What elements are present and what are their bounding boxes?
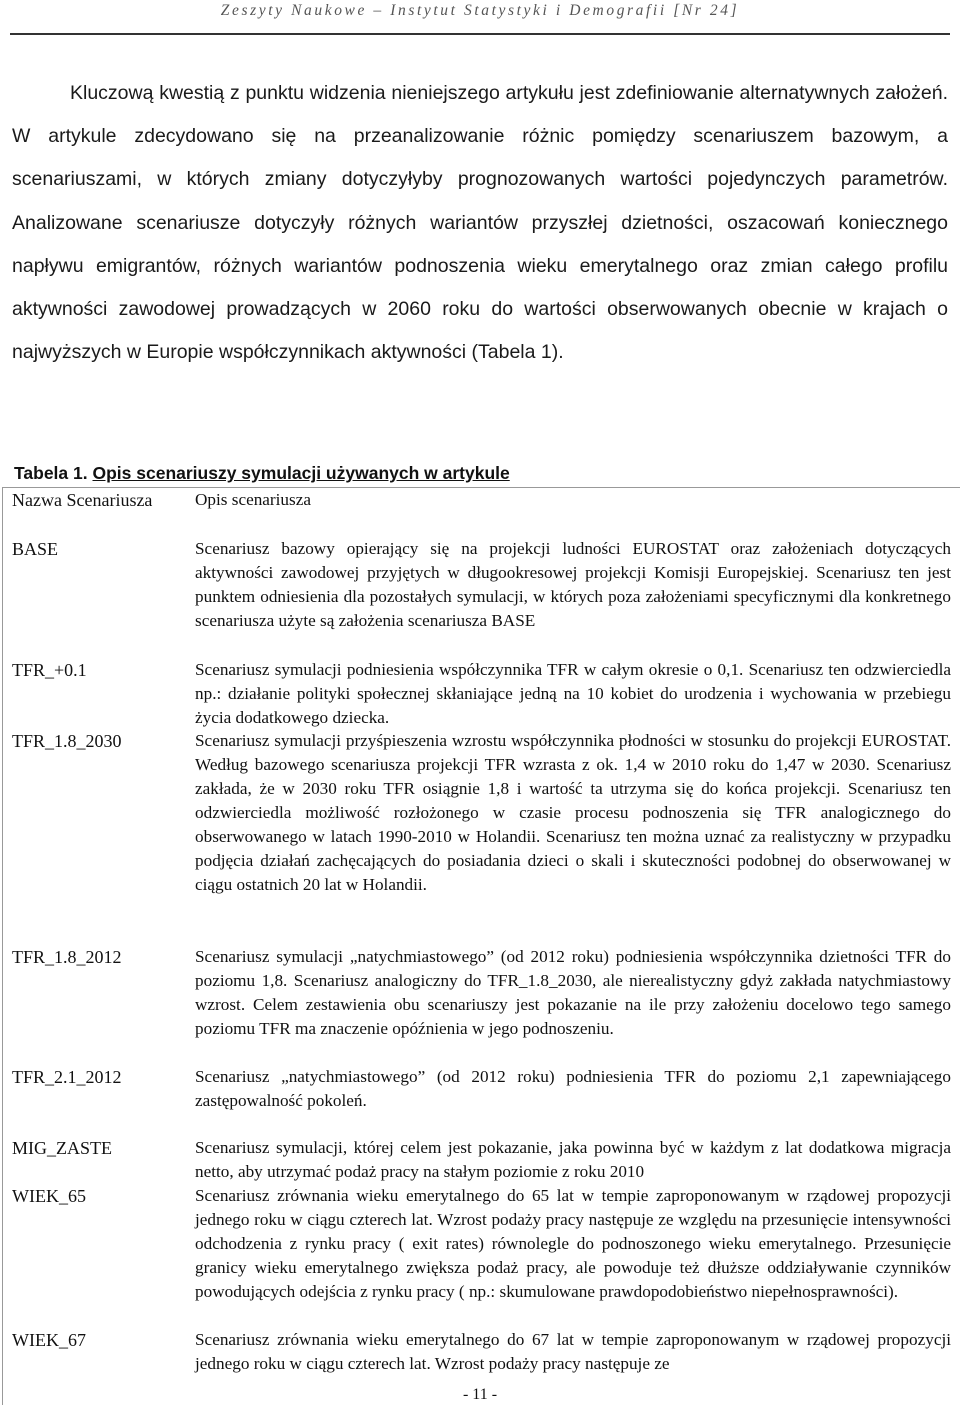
scenario-name: BASE bbox=[12, 539, 59, 559]
scenario-name: TFR_+0.1 bbox=[12, 660, 87, 680]
column-header-name: Nazwa Scenariusza bbox=[12, 490, 153, 510]
scenario-description: Scenariusz zrównania wieku emerytalnego do 67 lat w tempie zaproponowanym w rządowej propozycji jednego roku w ciągu czterech lat. Wzrost podaży pracy następuje ze bbox=[195, 1330, 951, 1373]
scenario-name: WIEK_65 bbox=[12, 1186, 86, 1206]
scenario-description: Scenariusz bazowy opierający się na projekcji ludności EUROSTAT oraz założeniach dotyczących aktywności zawodowej przyjętych w długookresowej projekcji Komisji Europejskiej. Scenariusz ten jest punktem odniesienia dla pozostałych symulacji, w których poza założeniami specyficznymi dla konkretnego scenariusza użyte są założenia scenariusza BASE bbox=[195, 539, 951, 630]
table-caption-label: Tabela 1. bbox=[14, 463, 88, 483]
column-header-description: Opis scenariusza bbox=[195, 490, 311, 509]
scenario-description: Scenariusz symulacji, której celem jest pokazanie, jaka powinna być w każdym z lat dodatkowa migracja netto, aby utrzymać podaż pracy na stałym poziomie z roku 2010 bbox=[195, 1138, 951, 1181]
scenario-description: Scenariusz symulacji „natychmiastowego” (od 2012 roku) podniesienia współczynnika dzietności TFR do poziomu 1,8. Scenariusz analogiczny do TFR_1.8_2030, ale nierealistyczny gdyż zakłada natychmiastowy wzrost. Celem zestawienia obu scenariuszy jest pokazanie na ile przy założeniu docelowo tego samego poziomu TFR ma znaczenie opóźnienia w jego podnoszeniu. bbox=[195, 947, 951, 1038]
scenario-table bbox=[2, 487, 960, 1405]
scenario-description: Scenariusz „natychmiastowego” (od 2012 roku) podniesienia TFR do poziomu 2,1 zapewniającego zastępowalność pokoleń. bbox=[195, 1067, 951, 1110]
intro-paragraph: Kluczową kwestią z punktu widzenia nieniejszego artykułu jest zdefiniowanie alternatywnych założeń. W artykule zdecydowano się na przeanalizowanie różnic pomiędzy scenariuszem bazowym, a scenariuszami, w których zmiany dotyczyłyby prognozowanych wartości pojedynczych parametrów. Analizowane scenariusze dotyczyły różnych wariantów przyszłej dzietności, oszacowań koniecznego napływu emigrantów, różnych wariantów podnoszenia wieku emerytalnego oraz zmian całego profilu aktywności zawodowej prowadzących w 2060 roku do wartości obserwowanych obecnie w krajach o najwyższych w Europie współczynnikach aktywności (Tabela 1). bbox=[12, 82, 948, 364]
running-header: Zeszyty Naukowe – Instytut Statystyki i Demografii [Nr 24] bbox=[220, 2, 740, 19]
header-rule bbox=[10, 33, 950, 35]
scenario-name: TFR_1.8_2012 bbox=[12, 947, 122, 967]
scenario-name: MIG_ZASTE bbox=[12, 1138, 112, 1158]
scenario-description: Scenariusz zrównania wieku emerytalnego do 65 lat w tempie zaproponowanym w rządowej propozycji jednego roku w ciągu czterech lat. Wzrost podaży pracy następuje ze względu na przesunięcie intensywności odchodzenia z rynku pracy ( exit rates) równolegle do podnoszonego wieku emerytalnego. Przesunięcie granicy wieku emerytalnego zwiększa podaż pracy, ale powoduje też dłuższe oddziaływanie czynników powodujących odejścia z rynku pracy ( np.: skumulowane prawdopodobieństwo niepełnosprawności). bbox=[195, 1186, 951, 1301]
scenario-description: Scenariusz symulacji podniesienia współczynnika TFR w całym okresie o 0,1. Scenariusz ten odzwierciedla np.: działanie polityki społecznej skłaniające jedną na 10 kobiet do urodzenia i wychowania w przebiegu życia dodatkowego dziecka. bbox=[195, 660, 951, 727]
table-caption bbox=[14, 463, 510, 484]
scenario-name: TFR_1.8_2030 bbox=[12, 731, 122, 751]
scenario-name: TFR_2.1_2012 bbox=[12, 1067, 122, 1087]
scenario-description: Scenariusz symulacji przyśpieszenia wzrostu współczynnika płodności w stosunku do projekcji EUROSTAT. Według bazowego scenariusza projekcji TFR wzrasta z ok. 1,4 w 2010 roku do 1,47 w 2030. Scenariusz zakłada, że w 2030 roku TFR osiągnie 1,8 i wartość ta utrzyma się do końca projekcji. Scenariusz ten odzwierciedla możliwość rozłożonego w czasie procesu podnoszenia się TFR analogicznego do obserwowanego w latach 1990-2010 w Holandii. Scenariusz ten można uznać za realistyczny w przypadku podjęcia działań zachęcających do posiadania dzieci o skali i skuteczności podobnej do obserwowanej w ciągu ostatnich 20 lat w Holandii. bbox=[195, 731, 951, 894]
page-number: - 11 - bbox=[462, 1386, 498, 1403]
scenario-name: WIEK_67 bbox=[12, 1330, 86, 1350]
table-caption-title: Opis scenariuszy symulacji używanych w artykule bbox=[92, 463, 510, 483]
